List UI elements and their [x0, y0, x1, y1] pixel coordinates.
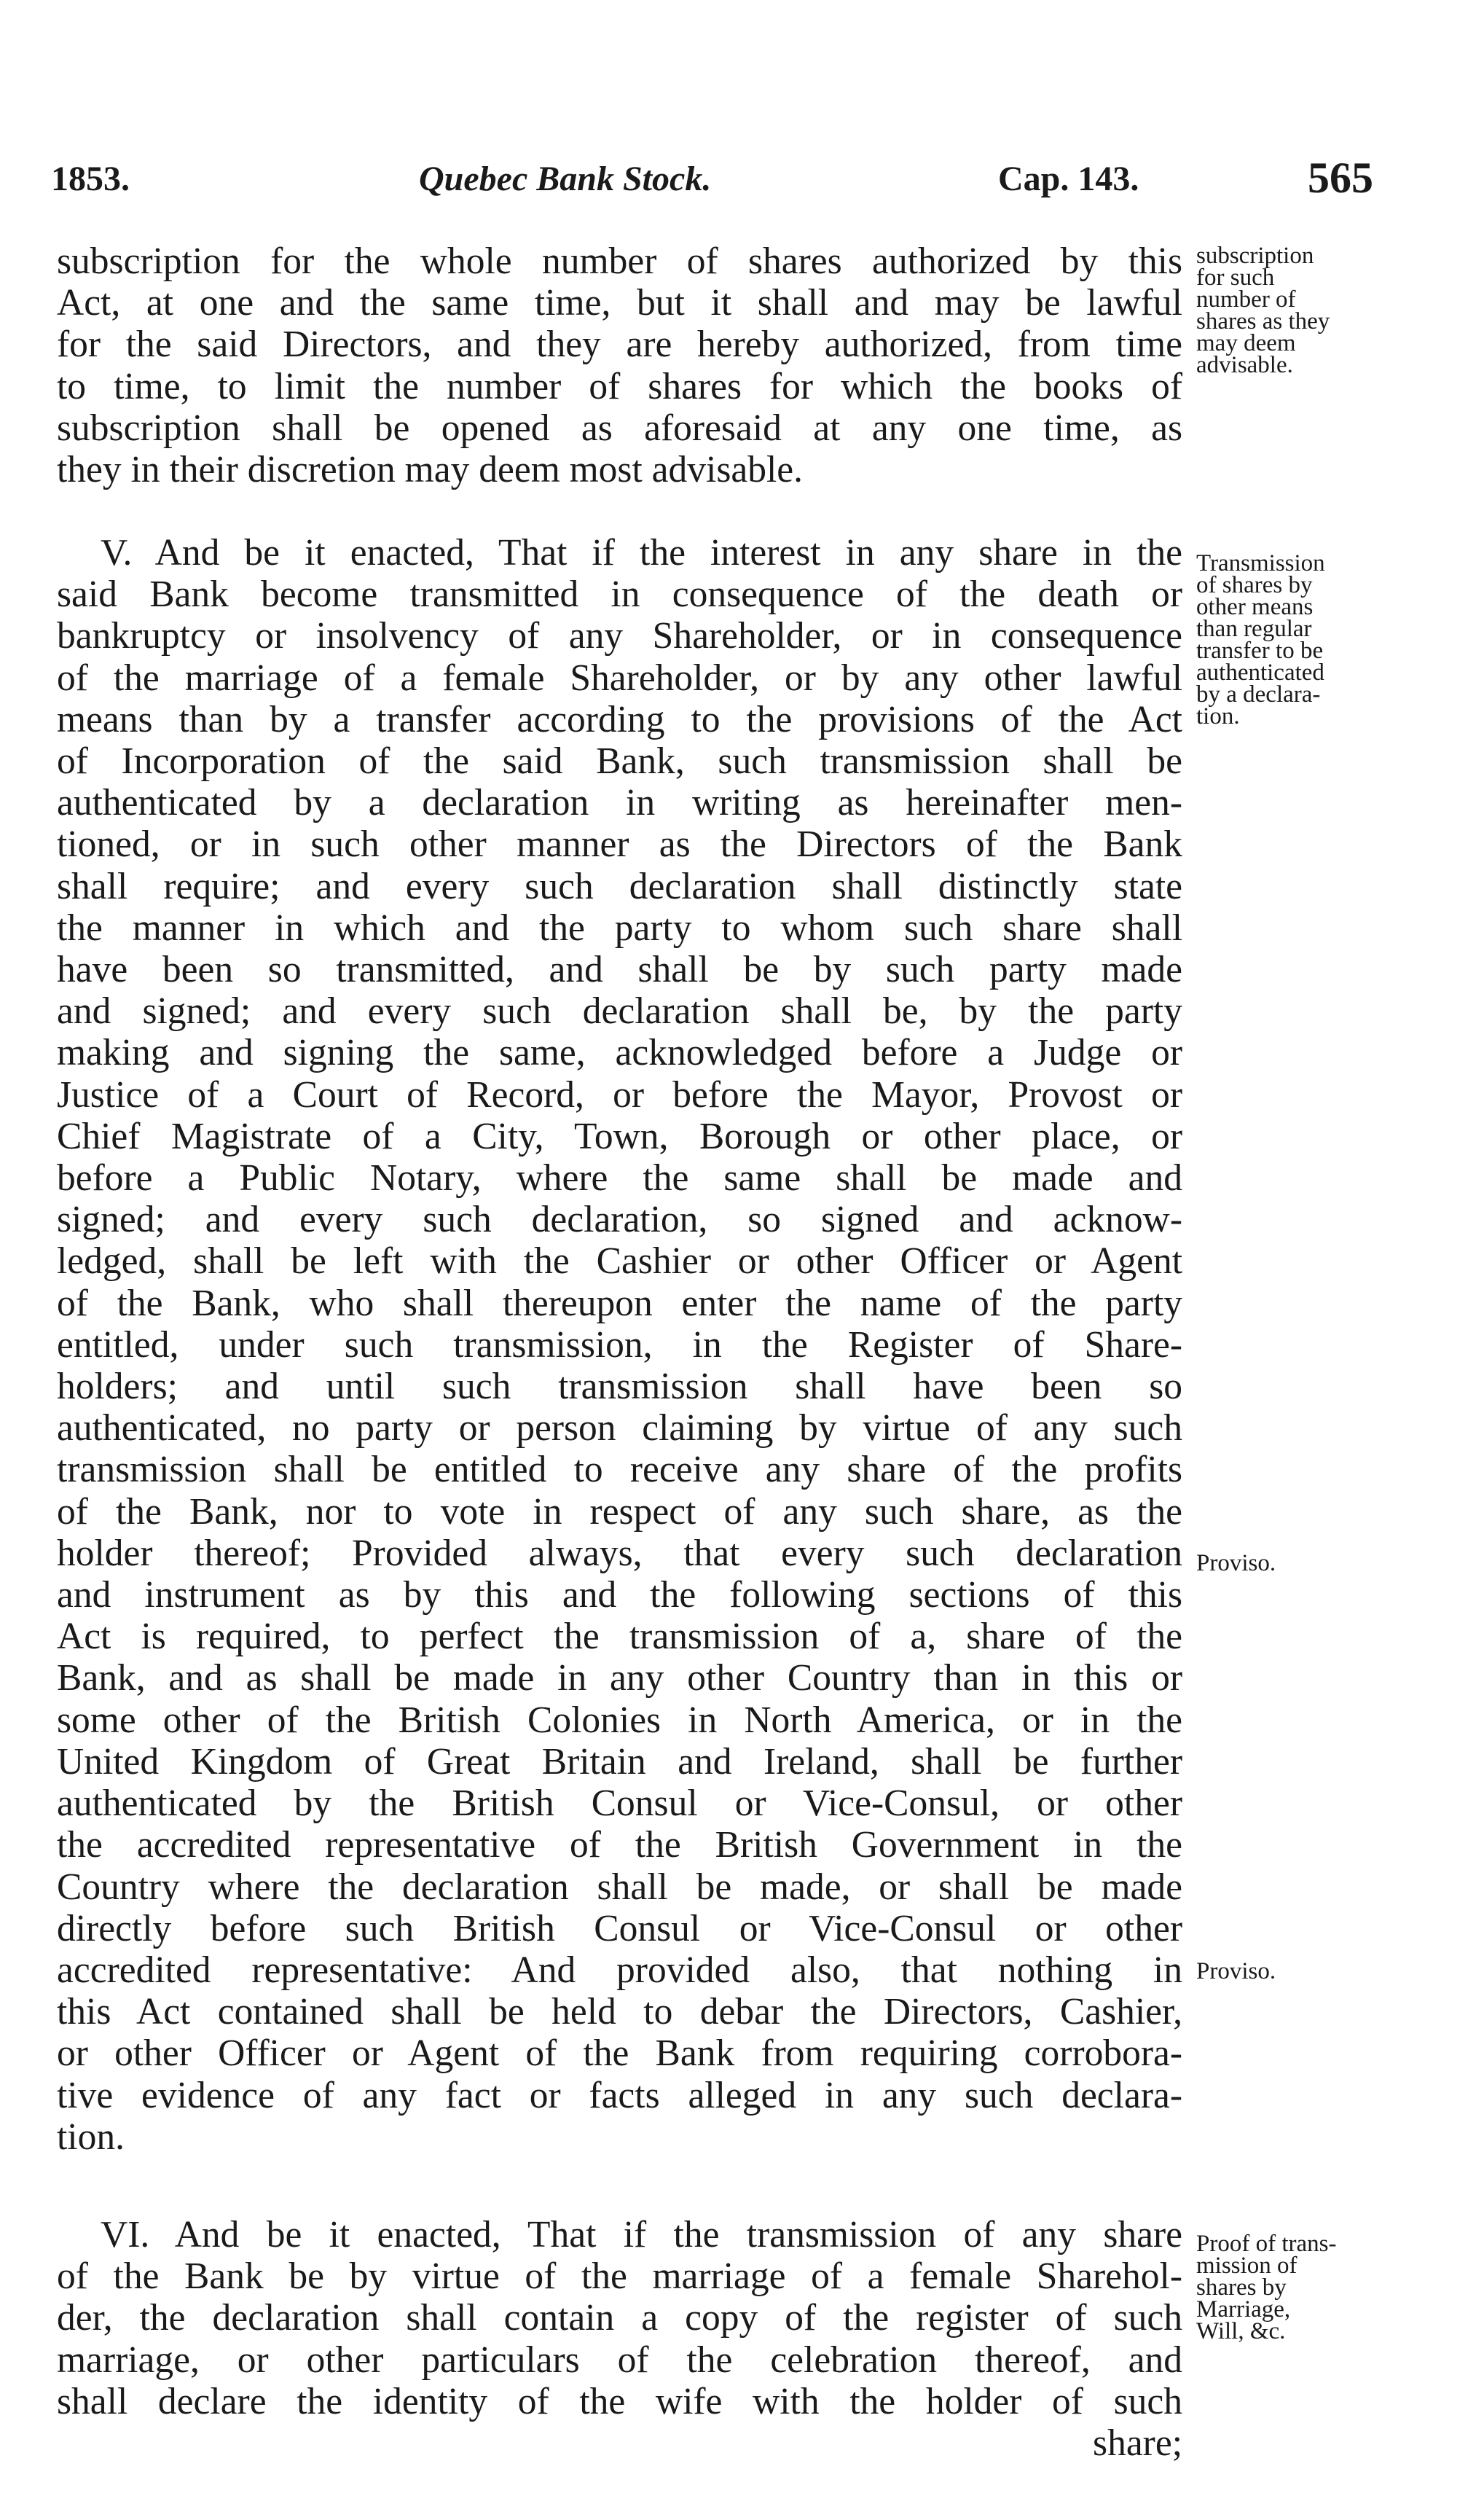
text-line: means than by a transfer according to the provisions of the Act [57, 698, 1182, 740]
text-line: Chief Magistrate of a City, Town, Borough or other place, or [57, 1115, 1182, 1157]
text-line: of the Bank be by virtue of the marriage of a female Sharehol- [57, 2255, 1182, 2298]
text-line: V. And be it enacted, That if the interest in any share in the [101, 532, 1182, 574]
text-line: transmission shall be entitled to receive any share of the profits [57, 1449, 1182, 1491]
text-line: to time, to limit the number of shares for which the books of [57, 365, 1182, 407]
text-line: making and signing the same, acknowledged before a Judge or [57, 1032, 1182, 1074]
text-line: authenticated by the British Consul or Vice-Consul, or other [57, 1783, 1182, 1825]
text-line: or other Officer or Agent of the Bank from requiring corrobora- [57, 2032, 1182, 2075]
text-line: directly before such British Consul or Vice-Consul or other [57, 1907, 1182, 1949]
marginal-note [1196, 245, 1415, 376]
note-line: Proviso. [1196, 1550, 1276, 1576]
text-line: before a Public Notary, where the same shall be made and [57, 1157, 1182, 1200]
text-line: some other of the British Colonies in North America, or in the [57, 1699, 1182, 1741]
text-line: of the Bank, nor to vote in respect of any such share, as the [57, 1490, 1182, 1533]
header-chapter: Cap. 143. [998, 160, 1139, 198]
text-line: holders; and until such transmission shall have been so [57, 1366, 1182, 1408]
note-line: authenticated [1196, 660, 1324, 686]
header-year: 1853. [51, 160, 130, 198]
text-line: subscription shall be opened as aforesaid at any one time, as [57, 407, 1182, 449]
section-v [57, 532, 1182, 2158]
marginal-note-proviso [1196, 1552, 1415, 1574]
text-line: shall require; and every such declaration shall distinctly state [57, 865, 1182, 907]
text-line: United Kingdom of Great Britain and Ireland, shall be further [57, 1740, 1182, 1783]
note-line: transfer to be [1196, 638, 1324, 664]
text-line: have been so transmitted, and shall be by such party made [57, 949, 1182, 991]
section-vi [57, 2214, 1182, 2464]
text-line: Bank, and as shall be made in any other Country than in this or [57, 1657, 1182, 1699]
text-line: they in their discretion may deem most advisable. [57, 449, 804, 491]
marginal-note-proviso [1196, 1960, 1415, 1982]
paragraph-subscription [57, 240, 1182, 490]
note-line: tion. [1196, 703, 1240, 729]
text-line: of Incorporation of the said Bank, such transmission shall be [57, 740, 1182, 783]
text-line: of the Bank, who shall thereupon enter the name of the party [57, 1282, 1182, 1324]
text-line: tion. [57, 2116, 125, 2158]
text-line: holder thereof; Provided always, that every such declaration [57, 1532, 1182, 1574]
text-line: Country where the declaration shall be made, or shall be made [57, 1866, 1182, 1908]
text-line: bankruptcy or insolvency of any Shareholder, or in consequence [57, 615, 1182, 657]
page-number: 565 [1308, 154, 1373, 202]
note-line: may deem [1196, 330, 1296, 356]
text-line: Act is required, to perfect the transmission of a, share of the [57, 1616, 1182, 1658]
note-line: number of [1196, 286, 1296, 313]
note-line: Proviso. [1196, 1958, 1276, 1984]
text-line: shall declare the identity of the wife with the holder of such [57, 2380, 1182, 2422]
catchword: share; [1093, 2422, 1182, 2465]
note-line: other means [1196, 594, 1314, 620]
text-line: Act, at one and the same time, but it shall and may be lawful [57, 282, 1182, 324]
text-line: Justice of a Court of Record, or before the Mayor, Provost or [57, 1073, 1182, 1116]
text-line: authenticated by a declaration in writing as hereinafter men- [57, 782, 1182, 824]
text-line: this Act contained shall be held to debar the Directors, Cashier, [57, 1991, 1182, 2033]
text-line: VI. And be it enacted, That if the transmission of any share [101, 2214, 1182, 2255]
note-line: mission of [1196, 2253, 1297, 2279]
running-header [51, 154, 1399, 217]
header-title: Quebec Bank Stock. [419, 160, 712, 198]
note-line: Will, &c. [1196, 2318, 1286, 2344]
note-line: by a declara- [1196, 681, 1321, 708]
text-line: of the marriage of a female Shareholder, or by any other lawful [57, 657, 1182, 699]
note-line: shares by [1196, 2274, 1287, 2301]
note-line: subscription [1196, 243, 1314, 269]
note-line: advisable. [1196, 352, 1293, 378]
text-line: signed; and every such declaration, so signed and acknow- [57, 1199, 1182, 1241]
text-line: der, the declaration shall contain a copy of the register of such [57, 2297, 1182, 2339]
text-line: and signed; and every such declaration shall be, by the party [57, 990, 1182, 1033]
note-line: than regular [1196, 616, 1312, 642]
text-line: authenticated, no party or person claiming by virtue of any such [57, 1407, 1182, 1449]
note-line: Proof of trans- [1196, 2231, 1337, 2257]
text-line: for the said Directors, and they are hereby authorized, from time [57, 324, 1182, 366]
text-line: entitled, under such transmission, in the Register of Share- [57, 1323, 1182, 1366]
text-line: and instrument as by this and the following sections of this [57, 1574, 1182, 1616]
text-line: said Bank become transmitted in consequence of the death or [57, 574, 1182, 616]
text-line: marriage, or other particulars of the celebration thereof, and [57, 2339, 1182, 2381]
note-line: Marriage, [1196, 2296, 1291, 2323]
text-line: tive evidence of any fact or facts alleged in any such declara- [57, 2074, 1182, 2116]
text-line: tioned, or in such other manner as the Directors of the Bank [57, 823, 1182, 866]
note-line: for such [1196, 265, 1275, 291]
marginal-note [1196, 2233, 1415, 2342]
text-line: ledged, shall be left with the Cashier or other Officer or Agent [57, 1240, 1182, 1283]
text-line: accredited representative: And provided also, that nothing in [57, 1949, 1182, 1991]
note-line: of shares by [1196, 572, 1313, 598]
marginal-note [1196, 552, 1415, 727]
text-line: the manner in which and the party to whom such share shall [57, 907, 1182, 949]
text-line: subscription for the whole number of shares authorized by this [57, 240, 1182, 282]
note-line: Transmission [1196, 550, 1325, 576]
note-line: shares as they [1196, 308, 1330, 334]
text-line: the accredited representative of the British Government in the [57, 1824, 1182, 1866]
